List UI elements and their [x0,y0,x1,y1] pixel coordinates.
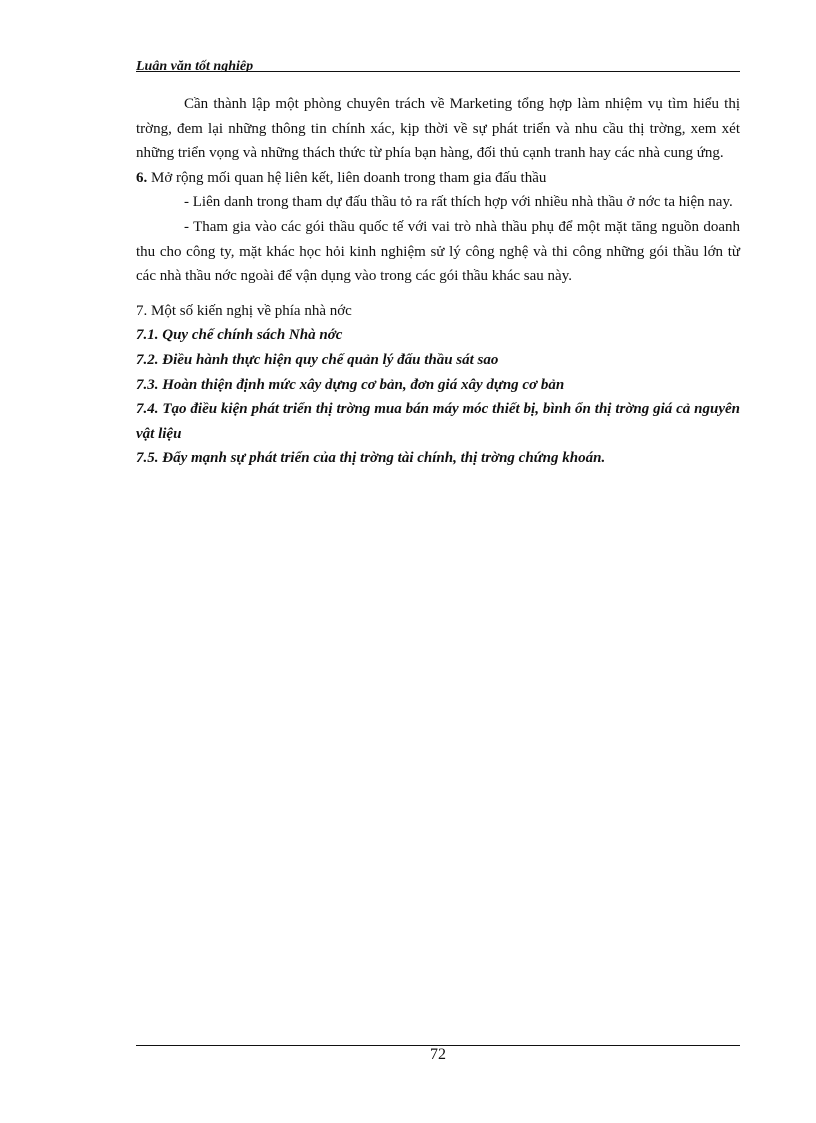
section-7-item: 7.2. Điều hành thực hiện quy chế quản lý đấu thầu sát sao [136,351,499,368]
section-6-number: 6. [136,169,148,186]
section-spacer [136,289,740,299]
section-7-heading: 7. Một số kiến nghị về phía nhà nớc [136,302,352,319]
page-body [136,92,740,471]
page-number: 72 [430,1046,446,1063]
section-7-item: 7.3. Hoàn thiện định mức xây dựng cơ bản, đơn giá xây dựng cơ bản [136,376,565,393]
section-7-item: 7.5. Đẩy mạnh sự phát triển của thị trờng tài chính, thị trờng chứng khoán. [136,450,606,467]
paragraph-marketing: Cần thành lập một phòng chuyên trách về Marketing tổng hợp làm nhiệm vụ tìm hiểu thị trờng, đem lại những thông tin chính xác, kịp thời về sự phát triển và nhu cầu thị trờng, xem xét những triển vọng và những thách thức từ phía bạn hàng, đối thủ cạnh tranh hay các nhà cung ứng. [136,96,740,162]
section-7-item: 7.1. Quy chế chính sách Nhà nớc [136,327,343,344]
paragraph-joint-venture: - Liên danh trong tham dự đấu thầu tỏ ra rất thích hợp với nhiều nhà thầu ở nớc ta hiện nay. [184,194,733,211]
section-6-title: Mở rộng mối quan hệ liên kết, liên doanh trong tham gia đấu thầu [147,169,547,186]
running-header-title: Luận văn tốt nghiệp [136,59,254,72]
section-7-item: 7.4. Tạo điều kiện phát triển thị trờng mua bán máy móc thiết bị, bình ổn thị trờng giá cả nguyên vật liệu [136,401,740,442]
header-divider [136,71,740,72]
paragraph-subcontractor: - Tham gia vào các gói thầu quốc tế với vai trò nhà thầu phụ để một mặt tăng nguồn doanh thu cho công ty, mặt khác học hỏi kinh nghiệm sử lý công nghệ và thi công những gói thầu lớn từ các nhà thầu nớc ngoài để vận dụng vào trong các gói thầu khác sau này. [136,218,740,285]
section-6-heading [136,166,740,191]
